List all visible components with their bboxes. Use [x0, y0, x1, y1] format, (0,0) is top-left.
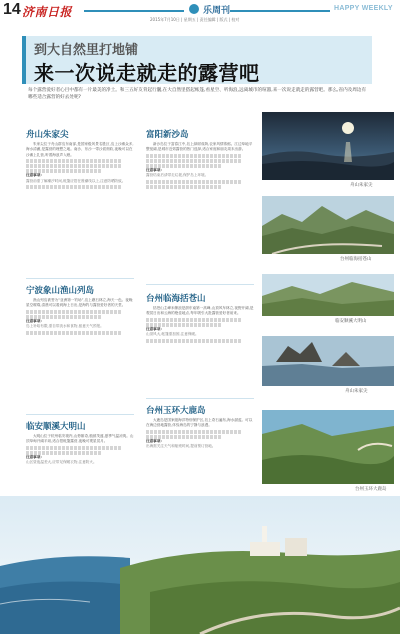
- article-xiangshan: [26, 284, 134, 335]
- tips-text: 出海需关注天气和船班时间,提前预订营地。: [146, 444, 216, 449]
- header-rule-right: [230, 10, 330, 12]
- dateline: 2015年7月10日 | 星期五 | 责任编辑 | 版式 | 校对: [150, 17, 240, 22]
- text-line: [26, 310, 121, 314]
- newspaper-name: 济南日报: [22, 5, 73, 19]
- text-line: [146, 154, 241, 158]
- text-line: [26, 185, 121, 189]
- article-heading: 临安顺溪大明山: [26, 422, 86, 432]
- text-line: [146, 185, 222, 189]
- article-damingshan: [26, 420, 134, 466]
- headline-subtitle: 到大自然里打地铺: [34, 43, 139, 58]
- article-body: 朱家尖位于舟山群岛东南部,是国家级风景名胜区,岛上沙滩众多,海水清澈,是露营的理想之地。南沙、东沙一带沙质细软,夜晚可以在沙滩上扎营,听着海浪声入眠。: [26, 142, 134, 157]
- headline-accent-bar: [22, 36, 26, 84]
- section-slogan: HAPPY WEEKLY: [334, 5, 393, 12]
- photo-coastal-panorama: [0, 496, 400, 634]
- photo-island-coast: [262, 410, 394, 484]
- article-heading: 台州临海括苍山: [146, 294, 206, 304]
- tips-text: 岛上补给有限,需自带淡水和食物,留意天气预报。: [26, 324, 104, 329]
- photo-green-hills: [262, 274, 394, 316]
- column-divider: [26, 278, 134, 279]
- tips-label: 注意事项:: [26, 173, 42, 178]
- text-line: [26, 164, 121, 168]
- article-xinshadao: [146, 128, 254, 189]
- text-line: [26, 446, 121, 450]
- photo-rocky-coast: [262, 336, 394, 386]
- article-body: 大鹿岛是国家级海洋特别保护区,岛上奇石遍布,海水湛蓝。可以在海边营地露营,体验海岛的宁静与浪漫。: [146, 418, 253, 428]
- article-body: 括苍山主峰米筛浪是浙东南第一高峰,山顶风车林立,视野开阔,是观赏日出和云海的绝佳地点,每年吸引大批露营爱好者前来。: [146, 306, 254, 316]
- text-line: [146, 159, 241, 163]
- photo-caption: 台州临海括苍山: [340, 257, 372, 262]
- text-line: [146, 339, 241, 343]
- photo-seaside-night: [262, 112, 394, 180]
- article-heading: 舟山朱家尖: [26, 130, 69, 140]
- text-line: [146, 180, 241, 184]
- photo-caption: 台州玉环大鹿岛: [355, 487, 387, 492]
- text-line: [26, 331, 121, 335]
- photo-caption: 临安顺溪大明山: [335, 319, 367, 324]
- tips-label: 注意事项:: [146, 326, 162, 331]
- section-name: 乐周刊: [203, 6, 231, 16]
- column-divider: [26, 414, 134, 415]
- tips-label: 注意事项:: [146, 438, 162, 443]
- article-heading: 宁波象山渔山列岛: [26, 286, 95, 296]
- article-zhoushan: [26, 128, 134, 189]
- article-heading: 富阳新沙岛: [146, 130, 189, 140]
- section-dot-icon: [189, 4, 199, 14]
- article-daludao: [146, 404, 254, 450]
- tips-text: 山区昼夜温差大,应带足保暖衣物,注意防火。: [26, 460, 97, 465]
- article-body: 渔山列岛被誉为“亚洲第一钓场”,岛上礁石林立,海天一色。夜晚星空璀璨,清晨可以看到海上日出,是海钓与露营爱好者的天堂。: [26, 298, 133, 308]
- lede-paragraph: 每个露营爱好者心目中都有一片最美的净土。和三五好友背起行囊,在大自然里搭起帐篷,看星空、听海浪,远离城市的喧嚣,来一次说走就走的露营吧。那么,省内及周边有哪些适合露营的好去处呢?: [28, 88, 367, 100]
- article-kuocangshan: [146, 292, 254, 343]
- photo-caption: 舟山朱家尖: [350, 183, 373, 188]
- article-body: 大明山位于杭州临安境内,山势雄奇,植被茂盛,夏季气温凉爽。山顶草甸开阔平坦,适合搭帐篷露营,夜晚可观星赏月。: [26, 434, 134, 444]
- tips-text: 露营前需了解潮汐时间,帐篷应搭在涨潮线以上,注意防晒防蚊。: [26, 178, 126, 183]
- tips-text: 露营结束后请带走垃圾,保护岛上环境。: [146, 173, 209, 178]
- text-line: [26, 159, 121, 163]
- article-heading: 台州玉环大鹿岛: [146, 406, 206, 416]
- photo-mountain-range: [262, 196, 394, 254]
- masthead: [0, 0, 400, 22]
- text-line: [146, 430, 241, 434]
- tips-label: 注意事项:: [26, 454, 42, 459]
- header-rule-left: [84, 10, 184, 12]
- page-number: 14: [3, 1, 21, 18]
- column-divider: [146, 284, 254, 285]
- tips-text: 山顶风大,帐篷需加固,注意保暖。: [146, 332, 199, 337]
- tips-label: 注意事项:: [26, 318, 42, 323]
- headline-block: [22, 36, 372, 84]
- column-divider: [146, 398, 254, 399]
- photo-caption: 舟山朱家尖: [345, 389, 368, 394]
- article-body: 新沙岛位于富春江中,岛上绿树成荫,农家风情浓郁。江边草地平整宽阔,是城市近郊露营的热门选择,适合家庭和朋友周末出游。: [146, 142, 253, 152]
- tips-label: 注意事项:: [146, 167, 162, 172]
- headline-title: 来一次说走就走的露营吧: [34, 61, 260, 85]
- text-line: [146, 318, 241, 322]
